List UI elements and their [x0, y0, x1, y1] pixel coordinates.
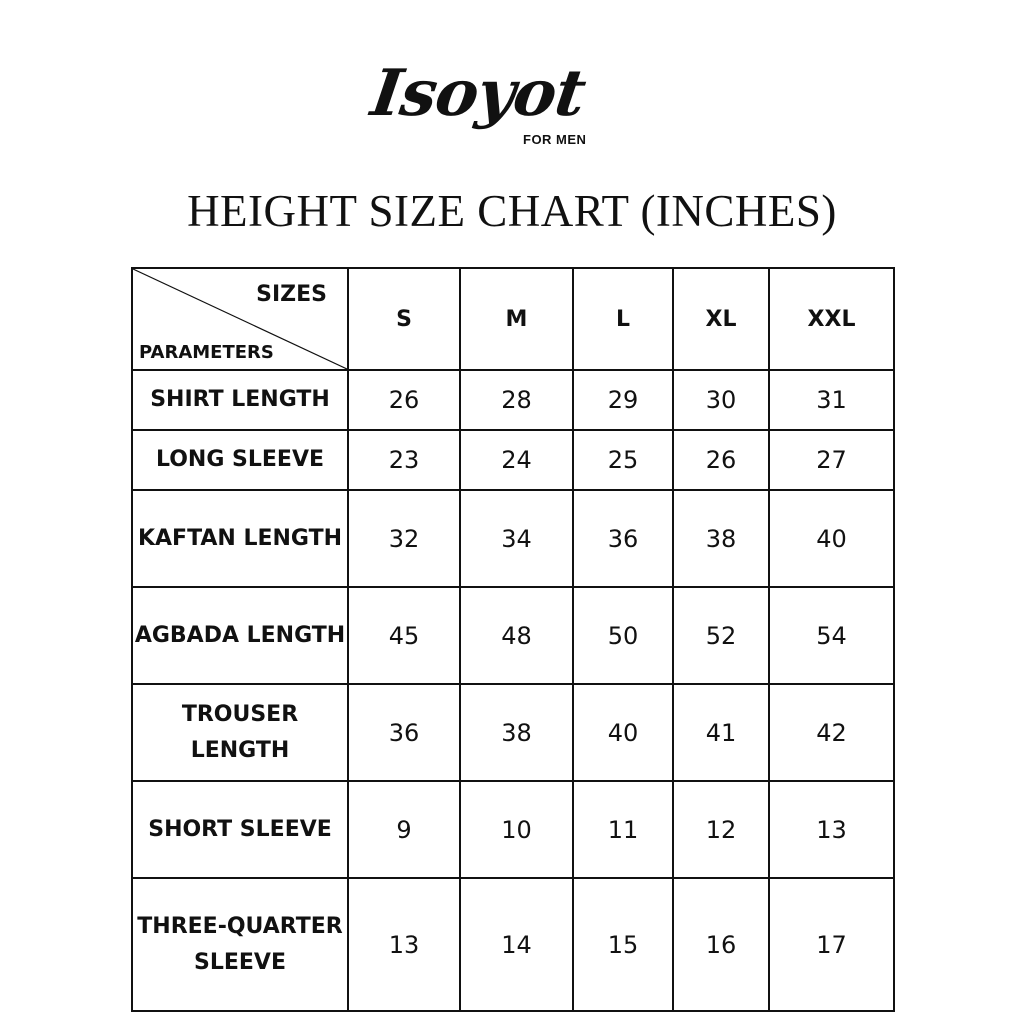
table-row [132, 684, 894, 781]
size-chart-table [131, 267, 895, 1012]
brand-logo-text: Isoyot [366, 56, 590, 131]
table-row [132, 430, 894, 490]
measurement-cell: 42 [769, 684, 894, 781]
measurement-cell: 10 [460, 781, 573, 878]
measurement-cell: 36 [348, 684, 460, 781]
measurement-cell: 13 [348, 878, 460, 1011]
corner-cell [132, 268, 348, 370]
parameter-label: THREE-QUARTER SLEEVE [132, 878, 348, 1011]
measurement-cell: 23 [348, 430, 460, 490]
brand-logo [366, 52, 617, 152]
parameter-label: TROUSER LENGTH [132, 684, 348, 781]
measurement-cell: 12 [673, 781, 769, 878]
measurement-cell: 52 [673, 587, 769, 684]
table-row [132, 370, 894, 430]
measurement-cell: 36 [573, 490, 673, 587]
table-row [132, 878, 894, 1011]
measurement-cell: 14 [460, 878, 573, 1011]
measurement-cell: 11 [573, 781, 673, 878]
size-header: XL [673, 268, 769, 370]
measurement-cell: 26 [673, 430, 769, 490]
measurement-cell: 31 [769, 370, 894, 430]
size-header: M [460, 268, 573, 370]
measurement-cell: 50 [573, 587, 673, 684]
corner-sizes-label: SIZES [256, 282, 327, 307]
measurement-cell: 38 [460, 684, 573, 781]
measurement-cell: 38 [673, 490, 769, 587]
size-header: XXL [769, 268, 894, 370]
measurement-cell: 28 [460, 370, 573, 430]
measurement-cell: 40 [573, 684, 673, 781]
measurement-cell: 48 [460, 587, 573, 684]
parameter-label: SHORT SLEEVE [132, 781, 348, 878]
table-row [132, 490, 894, 587]
table-row [132, 781, 894, 878]
parameter-label: LONG SLEEVE [132, 430, 348, 490]
brand-subtitle: FOR MEN [523, 132, 587, 147]
parameter-label: SHIRT LENGTH [132, 370, 348, 430]
measurement-cell: 9 [348, 781, 460, 878]
measurement-cell: 13 [769, 781, 894, 878]
measurement-cell: 29 [573, 370, 673, 430]
measurement-cell: 24 [460, 430, 573, 490]
measurement-cell: 54 [769, 587, 894, 684]
header-row [132, 268, 894, 370]
table-row [132, 587, 894, 684]
size-header: L [573, 268, 673, 370]
size-header: S [348, 268, 460, 370]
parameter-label: KAFTAN LENGTH [132, 490, 348, 587]
measurement-cell: 41 [673, 684, 769, 781]
measurement-cell: 40 [769, 490, 894, 587]
measurement-cell: 17 [769, 878, 894, 1011]
measurement-cell: 25 [573, 430, 673, 490]
measurement-cell: 45 [348, 587, 460, 684]
measurement-cell: 27 [769, 430, 894, 490]
measurement-cell: 15 [573, 878, 673, 1011]
page-title: HEIGHT SIZE CHART (INCHES) [187, 186, 837, 236]
measurement-cell: 26 [348, 370, 460, 430]
measurement-cell: 34 [460, 490, 573, 587]
parameter-label: AGBADA LENGTH [132, 587, 348, 684]
measurement-cell: 16 [673, 878, 769, 1011]
corner-parameters-label: PARAMETERS [139, 342, 274, 363]
measurement-cell: 32 [348, 490, 460, 587]
measurement-cell: 30 [673, 370, 769, 430]
